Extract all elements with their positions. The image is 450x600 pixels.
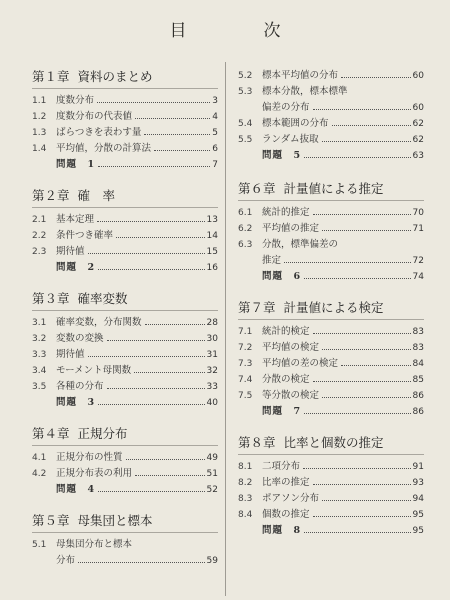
section-title: 統計的検定	[262, 326, 310, 337]
section-title: 期待値	[56, 349, 85, 360]
dot-leader	[322, 397, 411, 398]
chapter-block	[238, 299, 424, 420]
page-number: 94	[412, 494, 424, 504]
toc-entry[interactable]	[238, 237, 424, 253]
dot-leader	[98, 269, 204, 270]
section-title: 問題 8	[262, 525, 302, 536]
page-number: 4	[212, 112, 218, 122]
section-number: 4.1	[32, 453, 47, 463]
page-number: 83	[412, 327, 424, 337]
dot-leader	[304, 157, 410, 158]
dot-leader	[145, 324, 205, 325]
section-number: 8.4	[238, 510, 253, 520]
section-number: 6.2	[238, 224, 253, 234]
section-title: 基本定理	[56, 214, 95, 225]
section-title: 平均値，分散の計算法	[56, 143, 152, 154]
chapter-heading	[32, 290, 218, 308]
dot-leader	[304, 532, 410, 533]
toc-entry[interactable]	[238, 205, 424, 221]
section-title: 分布	[56, 555, 76, 566]
page-number: 49	[206, 453, 218, 463]
chapter-number: 第８章	[238, 435, 276, 450]
toc-entry[interactable]	[238, 221, 424, 237]
toc-entry[interactable]	[32, 212, 218, 228]
section-title: 問題 7	[262, 406, 302, 417]
section-number: 6.1	[238, 208, 253, 218]
page-title: 目 次	[169, 21, 311, 41]
section-title: ばらつきを表わす量	[56, 127, 142, 138]
chapter-block	[32, 425, 218, 498]
section-number: 5.4	[238, 119, 253, 129]
section-number: 1.2	[32, 112, 47, 122]
chapter-title: 確率変数	[77, 291, 128, 306]
page-number: 95	[412, 526, 424, 536]
section-number: 3.2	[32, 334, 47, 344]
dot-leader	[97, 221, 205, 222]
dot-leader	[78, 562, 205, 563]
section-number: 5.1	[32, 540, 47, 550]
toc-entry[interactable]	[32, 315, 218, 331]
chapter-number: 第５章	[32, 513, 70, 528]
toc-entry[interactable]	[238, 324, 424, 340]
dot-leader	[98, 166, 210, 167]
page-number: 86	[412, 391, 424, 401]
section-number: 1.4	[32, 144, 47, 154]
dot-leader	[135, 118, 210, 119]
section-title: 標本範囲の分布	[262, 118, 329, 129]
section-title: ランダム抜取	[262, 134, 319, 145]
problem-entry[interactable]	[32, 157, 218, 173]
toc-entry[interactable]	[238, 253, 424, 269]
chapter-block	[238, 68, 424, 164]
chapter-title: 資料のまとめ	[77, 69, 153, 84]
dot-leader	[303, 468, 411, 469]
section-number: 5.3	[238, 87, 253, 97]
section-number: 2.1	[32, 215, 47, 225]
chapter-rule	[32, 207, 218, 208]
toc-entry[interactable]	[238, 459, 424, 475]
section-number: 3.5	[32, 382, 47, 392]
dot-leader	[88, 253, 205, 254]
chapter-title: 正規分布	[77, 426, 128, 441]
problem-entry[interactable]	[238, 269, 424, 285]
toc-entry[interactable]	[238, 356, 424, 372]
section-number: 2.2	[32, 231, 47, 241]
section-title: 問題 3	[56, 397, 96, 408]
dot-leader	[313, 484, 411, 485]
dot-leader	[313, 516, 411, 517]
dot-leader	[126, 459, 205, 460]
section-number: 5.5	[238, 135, 253, 145]
dot-leader	[116, 237, 205, 238]
chapter-title: 母集団と標本	[77, 513, 153, 528]
section-number: 8.3	[238, 494, 253, 504]
section-number: 7.5	[238, 391, 253, 401]
dot-leader	[313, 381, 411, 382]
chapter-number: 第６章	[238, 181, 276, 196]
page-number: 60	[412, 103, 424, 113]
toc-entry[interactable]	[32, 379, 218, 395]
page-number: 51	[206, 469, 218, 479]
chapter-title: 計量値による検定	[283, 300, 384, 315]
dot-leader	[341, 365, 411, 366]
page-number: 85	[412, 375, 424, 385]
toc-entry[interactable]	[238, 388, 424, 404]
chapter-title: 確 率	[77, 188, 116, 203]
section-title: 統計的推定	[262, 207, 310, 218]
chapter-heading	[32, 512, 218, 530]
section-title: モーメント母関数	[56, 365, 132, 376]
section-title: 正規分布の性質	[56, 452, 123, 463]
section-title: 問題 6	[262, 271, 302, 282]
page-number: 74	[412, 272, 424, 282]
problem-entry[interactable]	[238, 523, 424, 539]
section-title: 平均値の差の検定	[262, 358, 339, 369]
toc-entry[interactable]	[32, 93, 218, 109]
page-number: 62	[412, 119, 424, 129]
section-title: 度数分布の代表値	[56, 111, 133, 122]
dot-leader	[144, 134, 210, 135]
toc-entry[interactable]	[32, 347, 218, 363]
chapter-rule	[32, 445, 218, 446]
problem-entry[interactable]	[32, 482, 218, 498]
section-number: 3.1	[32, 318, 47, 328]
chapter-heading	[32, 425, 218, 443]
toc-left-column	[32, 68, 218, 569]
page-number: 91	[412, 462, 424, 472]
toc-entry[interactable]	[32, 537, 218, 553]
section-title: 標本分散，標本標準	[262, 86, 348, 97]
dot-leader	[341, 77, 411, 78]
toc-entry[interactable]	[238, 491, 424, 507]
chapter-block	[32, 68, 218, 173]
section-title: 問題 2	[56, 262, 96, 273]
page-number: 93	[412, 478, 424, 488]
section-number: 2.3	[32, 247, 47, 257]
section-number: 7.1	[238, 327, 253, 337]
page-number: 5	[212, 128, 218, 138]
chapter-rule	[32, 310, 218, 311]
dot-leader	[313, 109, 411, 110]
page-number: 72	[412, 256, 424, 266]
chapter-heading	[238, 180, 424, 198]
chapter-title: 比率と個数の推定	[283, 435, 384, 450]
section-title: 平均値の推定	[262, 223, 320, 234]
chapter-rule	[32, 88, 218, 89]
section-title: 正規分布表の利用	[56, 468, 133, 479]
section-title: 偏差の分布	[262, 102, 310, 113]
page-number: 60	[412, 71, 424, 81]
problem-entry[interactable]	[32, 395, 218, 411]
toc-right-column	[238, 68, 424, 539]
page-number: 32	[206, 366, 218, 376]
chapter-number: 第３章	[32, 291, 70, 306]
section-number: 5.2	[238, 71, 253, 81]
page-number: 71	[412, 224, 424, 234]
section-title: 各種の分布	[56, 381, 104, 392]
toc-entry[interactable]	[238, 116, 424, 132]
section-title: 度数分布	[56, 95, 95, 106]
page-number: 13	[206, 215, 218, 225]
page-number: 30	[206, 334, 218, 344]
section-title: 平均値の検定	[262, 342, 320, 353]
toc-entry[interactable]	[238, 340, 424, 356]
column-divider	[225, 62, 226, 596]
toc-entry[interactable]	[32, 109, 218, 125]
section-title: 問題 1	[56, 159, 96, 170]
section-number: 7.2	[238, 343, 253, 353]
section-number: 7.4	[238, 375, 253, 385]
page-number: 52	[206, 485, 218, 495]
page-number: 83	[412, 343, 424, 353]
dot-leader	[284, 262, 411, 263]
section-title: 問題 5	[262, 150, 302, 161]
section-title: 分散，標準偏差の	[262, 239, 339, 250]
dot-leader	[322, 500, 411, 501]
section-title: 母集団分布と標本	[56, 539, 133, 550]
dot-leader	[107, 388, 205, 389]
toc-entry[interactable]	[238, 507, 424, 523]
toc-entry[interactable]	[32, 553, 218, 569]
section-number: 3.3	[32, 350, 47, 360]
chapter-block	[32, 512, 218, 569]
page-number: 33	[206, 382, 218, 392]
page-number: 7	[212, 160, 218, 170]
dot-leader	[98, 491, 204, 492]
dot-leader	[322, 230, 411, 231]
chapter-rule	[32, 532, 218, 533]
dot-leader	[134, 372, 204, 373]
toc-entry[interactable]	[32, 228, 218, 244]
chapter-number: 第４章	[32, 426, 70, 441]
chapter-block	[238, 180, 424, 285]
page-number: 63	[412, 151, 424, 161]
dot-leader	[154, 150, 210, 151]
page-number: 84	[412, 359, 424, 369]
section-title: 変数の変換	[56, 333, 104, 344]
page-number: 14	[206, 231, 218, 241]
toc-entry[interactable]	[32, 363, 218, 379]
chapter-heading	[32, 68, 218, 86]
toc-entry[interactable]	[238, 132, 424, 148]
section-title: 二項分布	[262, 461, 301, 472]
toc-entry[interactable]	[238, 372, 424, 388]
chapter-heading	[238, 434, 424, 452]
section-number: 6.3	[238, 240, 253, 250]
chapter-block	[32, 290, 218, 411]
section-title: 推定	[262, 255, 282, 266]
dot-leader	[332, 125, 411, 126]
dot-leader	[97, 102, 210, 103]
toc-entry[interactable]	[32, 450, 218, 466]
page-number: 62	[412, 135, 424, 145]
toc-entry[interactable]	[238, 475, 424, 491]
chapter-heading	[238, 299, 424, 317]
dot-leader	[313, 333, 411, 334]
section-title: ポアソン分布	[262, 493, 320, 504]
section-number: 7.3	[238, 359, 253, 369]
dot-leader	[313, 214, 411, 215]
section-number: 1.3	[32, 128, 47, 138]
section-title: 期待値	[56, 246, 85, 257]
toc-entry[interactable]	[238, 100, 424, 116]
toc-entry[interactable]	[32, 141, 218, 157]
section-title: 標本平均値の分布	[262, 70, 339, 81]
page-number: 6	[212, 144, 218, 154]
toc-entry[interactable]	[32, 331, 218, 347]
section-title: 問題 4	[56, 484, 96, 495]
dot-leader	[135, 475, 205, 476]
section-title: 比率の推定	[262, 477, 310, 488]
section-title: 個数の推定	[262, 509, 310, 520]
problem-entry[interactable]	[238, 148, 424, 164]
page-number: 59	[206, 556, 218, 566]
section-number: 8.2	[238, 478, 253, 488]
dot-leader	[107, 340, 205, 341]
chapter-rule	[238, 319, 424, 320]
page-number: 86	[412, 407, 424, 417]
section-title: 条件つき確率	[56, 230, 114, 241]
section-number: 8.1	[238, 462, 253, 472]
chapter-number: 第１章	[32, 69, 70, 84]
section-title: 確率変数，分布関数	[56, 317, 142, 328]
chapter-heading	[32, 187, 218, 205]
section-title: 分散の検定	[262, 374, 310, 385]
section-number: 1.1	[32, 96, 47, 106]
page-number: 15	[206, 247, 218, 257]
problem-entry[interactable]	[32, 260, 218, 276]
toc-entry[interactable]	[32, 466, 218, 482]
toc-entry[interactable]	[238, 68, 424, 84]
toc-entry[interactable]	[238, 84, 424, 100]
page-number: 3	[212, 96, 218, 106]
dot-leader	[322, 141, 411, 142]
page-number: 31	[206, 350, 218, 360]
section-number: 4.2	[32, 469, 47, 479]
dot-leader	[98, 404, 204, 405]
chapter-block	[32, 187, 218, 276]
toc-entry[interactable]	[32, 244, 218, 260]
chapter-rule	[238, 454, 424, 455]
chapter-number: 第７章	[238, 300, 276, 315]
toc-entry[interactable]	[32, 125, 218, 141]
chapter-number: 第２章	[32, 188, 70, 203]
dot-leader	[88, 356, 205, 357]
chapter-title: 計量値による推定	[283, 181, 384, 196]
chapter-rule	[238, 200, 424, 201]
dot-leader	[304, 413, 410, 414]
page-number: 70	[412, 208, 424, 218]
section-number: 3.4	[32, 366, 47, 376]
chapter-block	[238, 434, 424, 539]
dot-leader	[304, 278, 410, 279]
problem-entry[interactable]	[238, 404, 424, 420]
page-number: 40	[206, 398, 218, 408]
page-number: 28	[206, 318, 218, 328]
section-title: 等分散の検定	[262, 390, 320, 401]
dot-leader	[322, 349, 411, 350]
page-number: 16	[206, 263, 218, 273]
page-number: 95	[412, 510, 424, 520]
